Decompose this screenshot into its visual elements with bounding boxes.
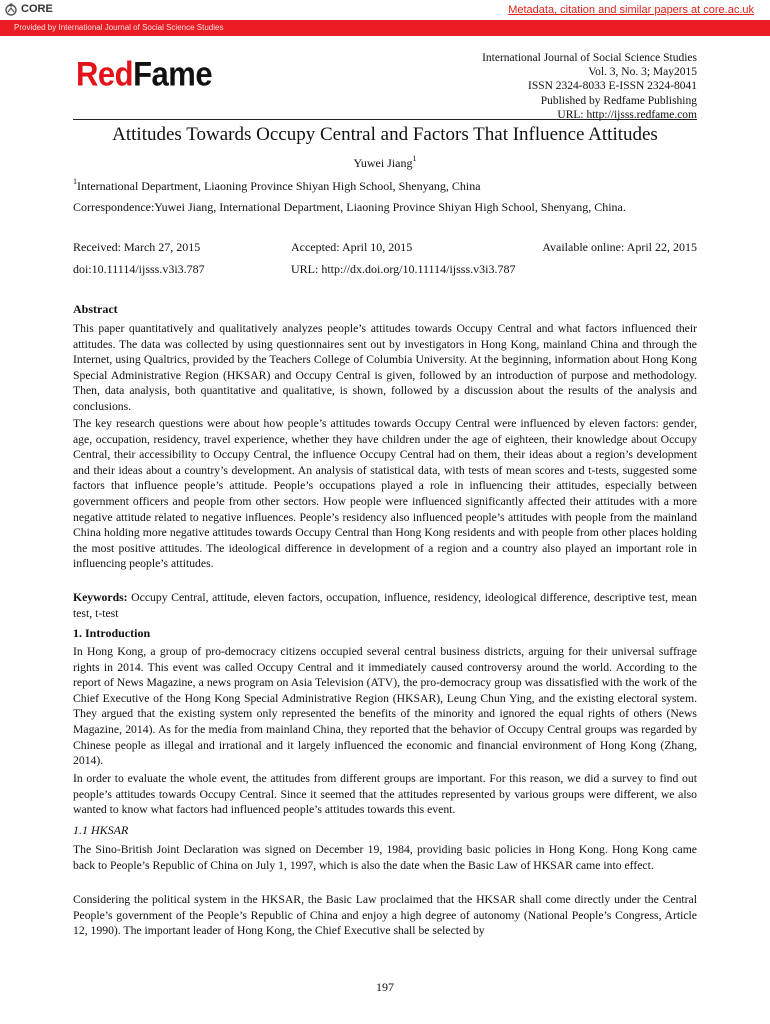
abstract-heading: Abstract — [73, 302, 118, 316]
paper-title: Attitudes Towards Occupy Central and Factors That Influence Attitudes — [112, 124, 658, 145]
affiliation-sup: 1 — [73, 177, 77, 186]
author-name: Yuwei Jiang — [353, 156, 413, 170]
accepted-date: Accepted: April 10, 2015 — [291, 240, 413, 254]
journal-name: International Journal of Social Science Studies — [482, 52, 697, 64]
journal-publisher: Published by Redfame Publishing — [540, 94, 697, 107]
redfame-logo — [76, 54, 212, 94]
correspondence: Correspondence:Yuwei Jiang, International Department, Liaoning Province Shiyan High School, Shenyang, China. — [73, 200, 626, 214]
dates-row — [73, 240, 697, 256]
intro-paragraph-2: In order to evaluate the whole event, the attitudes from different groups are important. For this reason, we did a survey to find out people’s attitudes towards Occupy Central. Since it seemed that the attitudes represented by various groups were different, we also wanted to know what factors had influenced people’s attitudes towards this event. — [73, 772, 697, 817]
core-icon — [4, 2, 18, 16]
intro-paragraph-1: In Hong Kong, a group of pro-democracy citizens occupied several central business districts, arguing for their universal suffrage rights in 2014. This event was called Occupy Central and it immediately caused controversy around the world. According to the report of News Magazine, a news program on Asia Television (ATV), the pro-democracy group was dissatisfied with the work of the Chief Executive of the Hong Kong Special Administrative Region (HKSAR), Leung Chun Ying, and the existing electoral system. They argued that the existing system only represented the benefits of the minority and ignored the equal rights of others (News Magazine, 2014). As for the media from mainland China, they reported that the behavior of Occupy Central groups was regarded by Chinese people as illegal and irrational and it largely influenced the economic and financial environment of Hong Kong (Zhang, 2014). — [73, 645, 697, 768]
author-sup: 1 — [412, 154, 417, 163]
metadata-link[interactable]: Metadata, citation and similar papers at core.ac.uk — [508, 4, 754, 16]
core-logo-text: CORE — [21, 3, 53, 15]
abstract-paragraph-2: The key research questions were about how people’s attitudes towards Occupy Central were influenced by eleven factors: gender, age, occupation, residency, travel experience, whether they have children under the age of eighteen, their knowledge about Occupy Central, their accessibility to Occupy Central, the influence Occupy Central had on them, their ideas about a region’s development and their ideas about a country’s development. An analysis of statistical data, with tests of mean scores and t-tests, suggested some factors that influence people’s attitude. People’s occupations played a role in influencing their attitudes, especially between government officers and people from other sectors. How people were influenced significantly affected their attitudes with a more negative attitude related to negative influences. People’s residency also influenced people’s attitudes with people from the mainland China holding more negative attitudes towards Occupy Central than Hong Kong residents and with people from other places holding the most positive attitudes. The ideological difference in development of a region and a country also played an important role in influencing people’s attitudes. — [73, 417, 697, 571]
hksar-heading: 1.1 HKSAR — [73, 823, 129, 837]
journal-volume: Vol. 3, No. 3; May2015 — [588, 66, 697, 79]
keywords — [73, 590, 697, 621]
doi-row — [73, 262, 697, 278]
abstract-paragraph-1: This paper quantitatively and qualitatively analyzes people’s attitudes towards Occupy Central and what factors influenced their attitudes. The data was collected by using questionnaires sent out by investigators in Hong Kong, mainland China and through the Internet, using Qualtrics, provided by the Teachers College of Columbia University. At the beginning, information about Hong Kong Special Administrative Region (HKSAR) and Occupy Central is given, followed by an introduction of purpose and methodology. Then, data analysis, both quantitative and qualitative, is shown, followed by a discussion about the results of the analysis and conclusions. — [73, 322, 697, 413]
affiliation — [73, 179, 481, 194]
keywords-text: Occupy Central, attitude, eleven factors, occupation, influence, residency, ideological difference, descriptive test, mean test, t-test — [73, 591, 697, 620]
core-banner — [0, 0, 770, 20]
journal-url: URL: http://ijsss.redfame.com — [557, 108, 697, 121]
hksar-paragraph-2: Considering the political system in the HKSAR, the Basic Law proclaimed that the HKSAR shall come directly under the Central People’s government of the People’s Republic of China and enjoy a high degree of autonomy (National People’s Congress, Article 12, 1990). The important leader of Hong Kong, the Chief Executive shall be selected by — [73, 893, 697, 938]
doi-url[interactable]: URL: http://dx.doi.org/10.11114/ijsss.v3i3.787 — [291, 262, 516, 276]
logo-black-part: Fame — [133, 54, 213, 94]
keywords-label: Keywords: — [73, 591, 128, 604]
available-date: Available online: April 22, 2015 — [542, 240, 697, 254]
hksar-paragraph-1: The Sino-British Joint Declaration was signed on December 19, 1984, providing basic policies in Hong Kong. Hong Kong came back to People’s Republic of China on July 1, 1997, which is also the date when the Basic Law of HKSAR came into effect. — [73, 843, 697, 872]
received-date: Received: March 27, 2015 — [73, 240, 201, 254]
core-logo[interactable] — [4, 2, 53, 16]
provided-by-bar — [0, 20, 770, 36]
page-number: 197 — [376, 980, 394, 994]
logo-red-part: Red — [76, 54, 134, 94]
affiliation-text: International Department, Liaoning Province Shiyan High School, Shenyang, China — [77, 179, 481, 193]
journal-issn: ISSN 2324-8033 E-ISSN 2324-8041 — [528, 80, 697, 93]
header-rule — [73, 119, 697, 120]
intro-heading: 1. Introduction — [73, 626, 151, 640]
provided-by-text[interactable]: Provided by International Journal of Social Science Studies — [14, 23, 224, 32]
journal-info — [482, 51, 697, 122]
author-line — [0, 156, 770, 171]
doi[interactable]: doi:10.11114/ijsss.v3i3.787 — [73, 262, 205, 276]
